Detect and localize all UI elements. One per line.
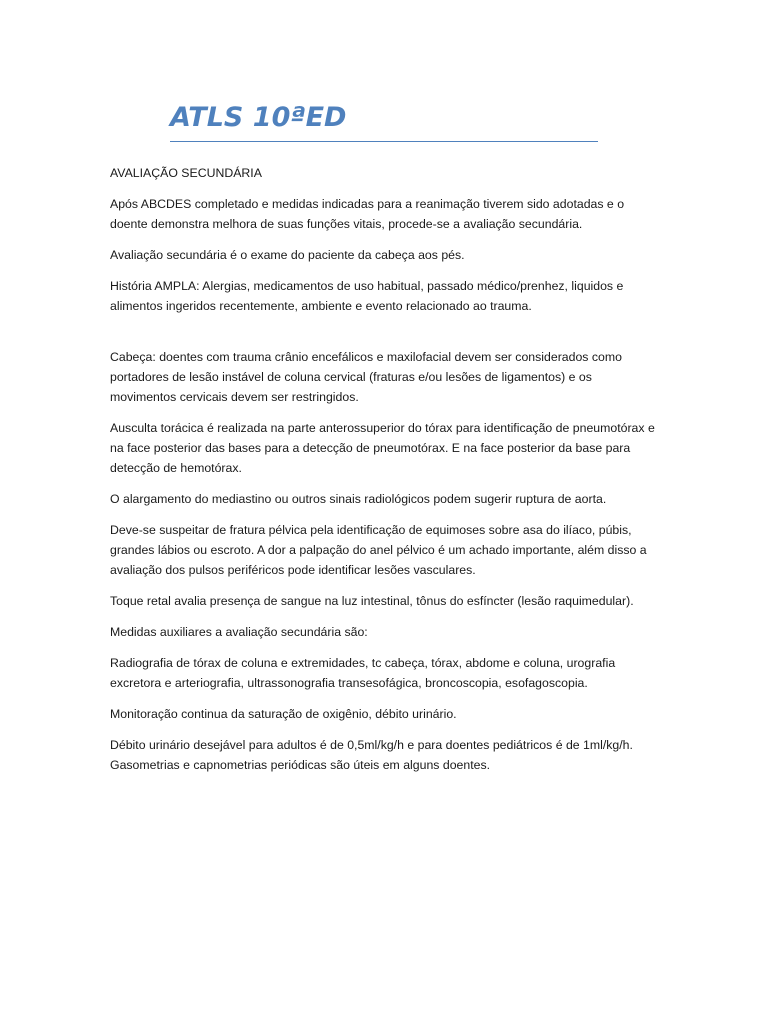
title-underline — [170, 141, 598, 142]
paragraph-mediastinum: O alargamento do mediastino ou outros sinais radiológicos podem sugerir ruptura de aorta. — [110, 492, 607, 506]
paragraph-spacer — [110, 327, 658, 347]
paragraph-urine-output: Débito urinário desejável para adultos é de 0,5ml/kg/h e para doentes pediátricos é de 1ml/kg/h. Gasometrias e capnometrias periódicas são úteis em alguns doentes. — [110, 738, 633, 772]
paragraph-intro-3: História AMPLA: Alergias, medicamentos de uso habitual, passado médico/prenhez, liquidos e alimentos ingeridos recentemente, ambiente e evento relacionado ao trauma. — [110, 279, 624, 313]
document-body — [110, 163, 658, 786]
paragraph-auxiliary-heading: Medidas auxiliares a avaliação secundária são: — [110, 625, 368, 639]
document-title: ATLS 10ªED — [170, 102, 347, 133]
paragraph-intro-1: Após ABCDES completado e medidas indicadas para a reanimação tiverem sido adotadas e o doente demonstra melhora de suas funções vitais, procede-se a avaliação secundária. — [110, 197, 625, 231]
paragraph-pelvic-fracture: Deve-se suspeitar de fratura pélvica pela identificação de equimoses sobre asa do ilíaco, púbis, grandes lábios ou escroto. A dor a palpação do anel pélvico é um achado importante, além disso a avaliação dos pulsos periféricos pode identificar lesões vasculares. — [110, 523, 647, 577]
paragraph-rectal-exam: Toque retal avalia presença de sangue na luz intestinal, tônus do esfíncter (lesão raquimedular). — [110, 594, 634, 608]
paragraph-intro-2: Avaliação secundária é o exame do paciente da cabeça aos pés. — [110, 248, 465, 262]
paragraph-imaging: Radiografia de tórax de coluna e extremidades, tc cabeça, tórax, abdome e coluna, urografia excretora e arteriografia, ultrassonografia transesofágica, broncoscopia, esofagoscopia. — [110, 656, 616, 690]
section-heading: AVALIAÇÃO SECUNDÁRIA — [110, 166, 262, 180]
paragraph-head-exam: Cabeça: doentes com trauma crânio encefálicos e maxilofacial devem ser considerados como portadores de lesão instável de coluna cervical (fraturas e/ou lesões de ligamentos) e os movimentos cervicais devem ser restringidos. — [110, 350, 622, 404]
paragraph-thorax-auscultation: Ausculta torácica é realizada na parte anterossuperior do tórax para identificação de pneumotórax e na face posterior das bases para a detecção de pneumotórax. E na face posterior da base para detecção de hemotórax. — [110, 421, 655, 475]
paragraph-monitoring: Monitoração continua da saturação de oxigênio, débito urinário. — [110, 707, 457, 721]
